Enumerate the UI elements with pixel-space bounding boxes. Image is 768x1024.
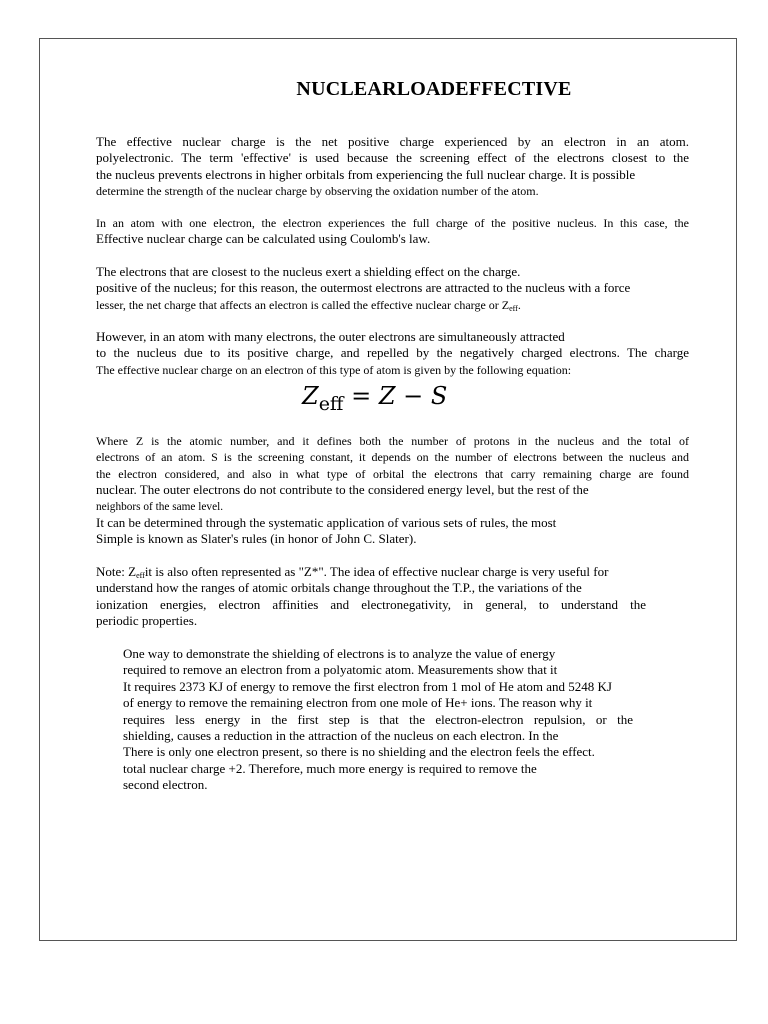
text-line: There is only one electron present, so there is no shielding and the electron feels the effect. bbox=[123, 744, 595, 760]
subscript-eff: eff bbox=[509, 303, 518, 313]
text-line: neighbors of the same level. bbox=[96, 500, 224, 513]
text-line: total nuclear charge +2. Therefore, much more energy is required to remove the bbox=[123, 760, 537, 776]
text-line: positive of the nucleus; for this reason, the outermost electrons are attracted to the nucleus with a force bbox=[96, 280, 631, 296]
document-title: NUCLEARLOADEFFECTIVE bbox=[296, 78, 572, 100]
text-line: to the nucleus due to its positive charge, and repelled by the negatively charged electrons. The charge bbox=[96, 345, 689, 361]
text-line: second electron. bbox=[123, 777, 208, 793]
text-line: required to remove an electron from a polyatomic atom. Measurements show that it bbox=[123, 662, 558, 678]
text-line: The electrons that are closest to the nucleus exert a shielding effect on the charge. bbox=[96, 264, 521, 279]
text-line: It can be determined through the systematic application of various sets of rules, the most bbox=[96, 514, 557, 530]
equation-lhs-subscript: eff bbox=[318, 393, 344, 415]
text-line: periodic properties. bbox=[96, 613, 198, 629]
paragraph-helium-example bbox=[123, 646, 633, 794]
text-run: lesser, the net charge that affects an electron is called the effective nuclear charge or Z bbox=[96, 297, 510, 312]
text-run: Note: Z bbox=[96, 564, 137, 579]
text-line: Where Z is the atomic number, and it defines both the number of protons in the nucleus and the total of bbox=[96, 434, 689, 448]
text-line: nuclear. The outer electrons do not contribute to the considered energy level, but the rest of the bbox=[96, 482, 589, 498]
text-line: electrons of an atom. S is the screening constant, it depends on the number of electrons between the nucleus and bbox=[96, 450, 689, 465]
text-run: it is also often represented as "Z*". The idea of effective nuclear charge is very useful for bbox=[144, 564, 609, 579]
subscript-eff: eff bbox=[136, 571, 145, 580]
text-line: Effective nuclear charge can be calculated using Coulomb's law. bbox=[96, 231, 431, 247]
paragraph-note bbox=[96, 564, 646, 630]
text-line: understand how the ranges of atomic orbitals change throughout the T.P., the variations of the bbox=[96, 580, 582, 596]
paragraph-shielding bbox=[96, 264, 689, 313]
text-line: It requires 2373 KJ of energy to remove the first electron from 1 mol of He atom and 5248 KJ bbox=[123, 678, 612, 694]
text-line: the nucleus prevents electrons in higher orbitals from experiencing the full nuclear charge. It is possible bbox=[96, 166, 636, 182]
text-run: . bbox=[517, 297, 521, 312]
equation-zeff bbox=[302, 382, 447, 415]
text-line: One way to demonstrate the shielding of electrons is to analyze the value of energy bbox=[123, 646, 556, 661]
text-line: In an atom with one electron, the electron experiences the full charge of the positive nucleus. In this case, the bbox=[96, 216, 689, 230]
text-line: The effective nuclear charge on an electron of this type of atom is given by the following equation: bbox=[96, 362, 572, 377]
paragraph-single-electron bbox=[96, 215, 689, 248]
equation-lhs: Z bbox=[302, 382, 319, 410]
text-line: requires less energy in the first step is that the electron-electron repulsion, or the bbox=[123, 711, 633, 727]
text-line: The effective nuclear charge is the net positive charge experienced by an electron in an atom. bbox=[96, 134, 689, 149]
text-line: determine the strength of the nuclear charge by observing the oxidation number of the atom. bbox=[96, 184, 539, 199]
paragraph-definitions bbox=[96, 433, 689, 548]
text-line: the electron considered, and also in what type of orbital the electrons that carry remaining charge are found bbox=[96, 466, 689, 481]
text-line bbox=[96, 297, 689, 313]
paragraph-intro bbox=[96, 134, 689, 200]
text-line bbox=[96, 564, 646, 580]
text-line: However, in an atom with many electrons, the outer electrons are simultaneously attracted bbox=[96, 329, 565, 344]
equation-rhs: = Z − S bbox=[351, 382, 448, 410]
text-line: ionization energies, electron affinities and electronegativity, in general, to understand the bbox=[96, 596, 646, 612]
text-line: polyelectronic. The term 'effective' is used because the screening effect of the electrons closest to the bbox=[96, 150, 689, 166]
text-line: shielding, causes a reduction in the attraction of the nucleus on each electron. In the bbox=[123, 727, 559, 743]
text-line: Simple is known as Slater's rules (in honor of John C. Slater). bbox=[96, 531, 417, 547]
paragraph-many-electrons bbox=[96, 329, 689, 378]
text-line: of energy to remove the remaining electron from one mole of He+ ions. The reason why it bbox=[123, 695, 593, 711]
